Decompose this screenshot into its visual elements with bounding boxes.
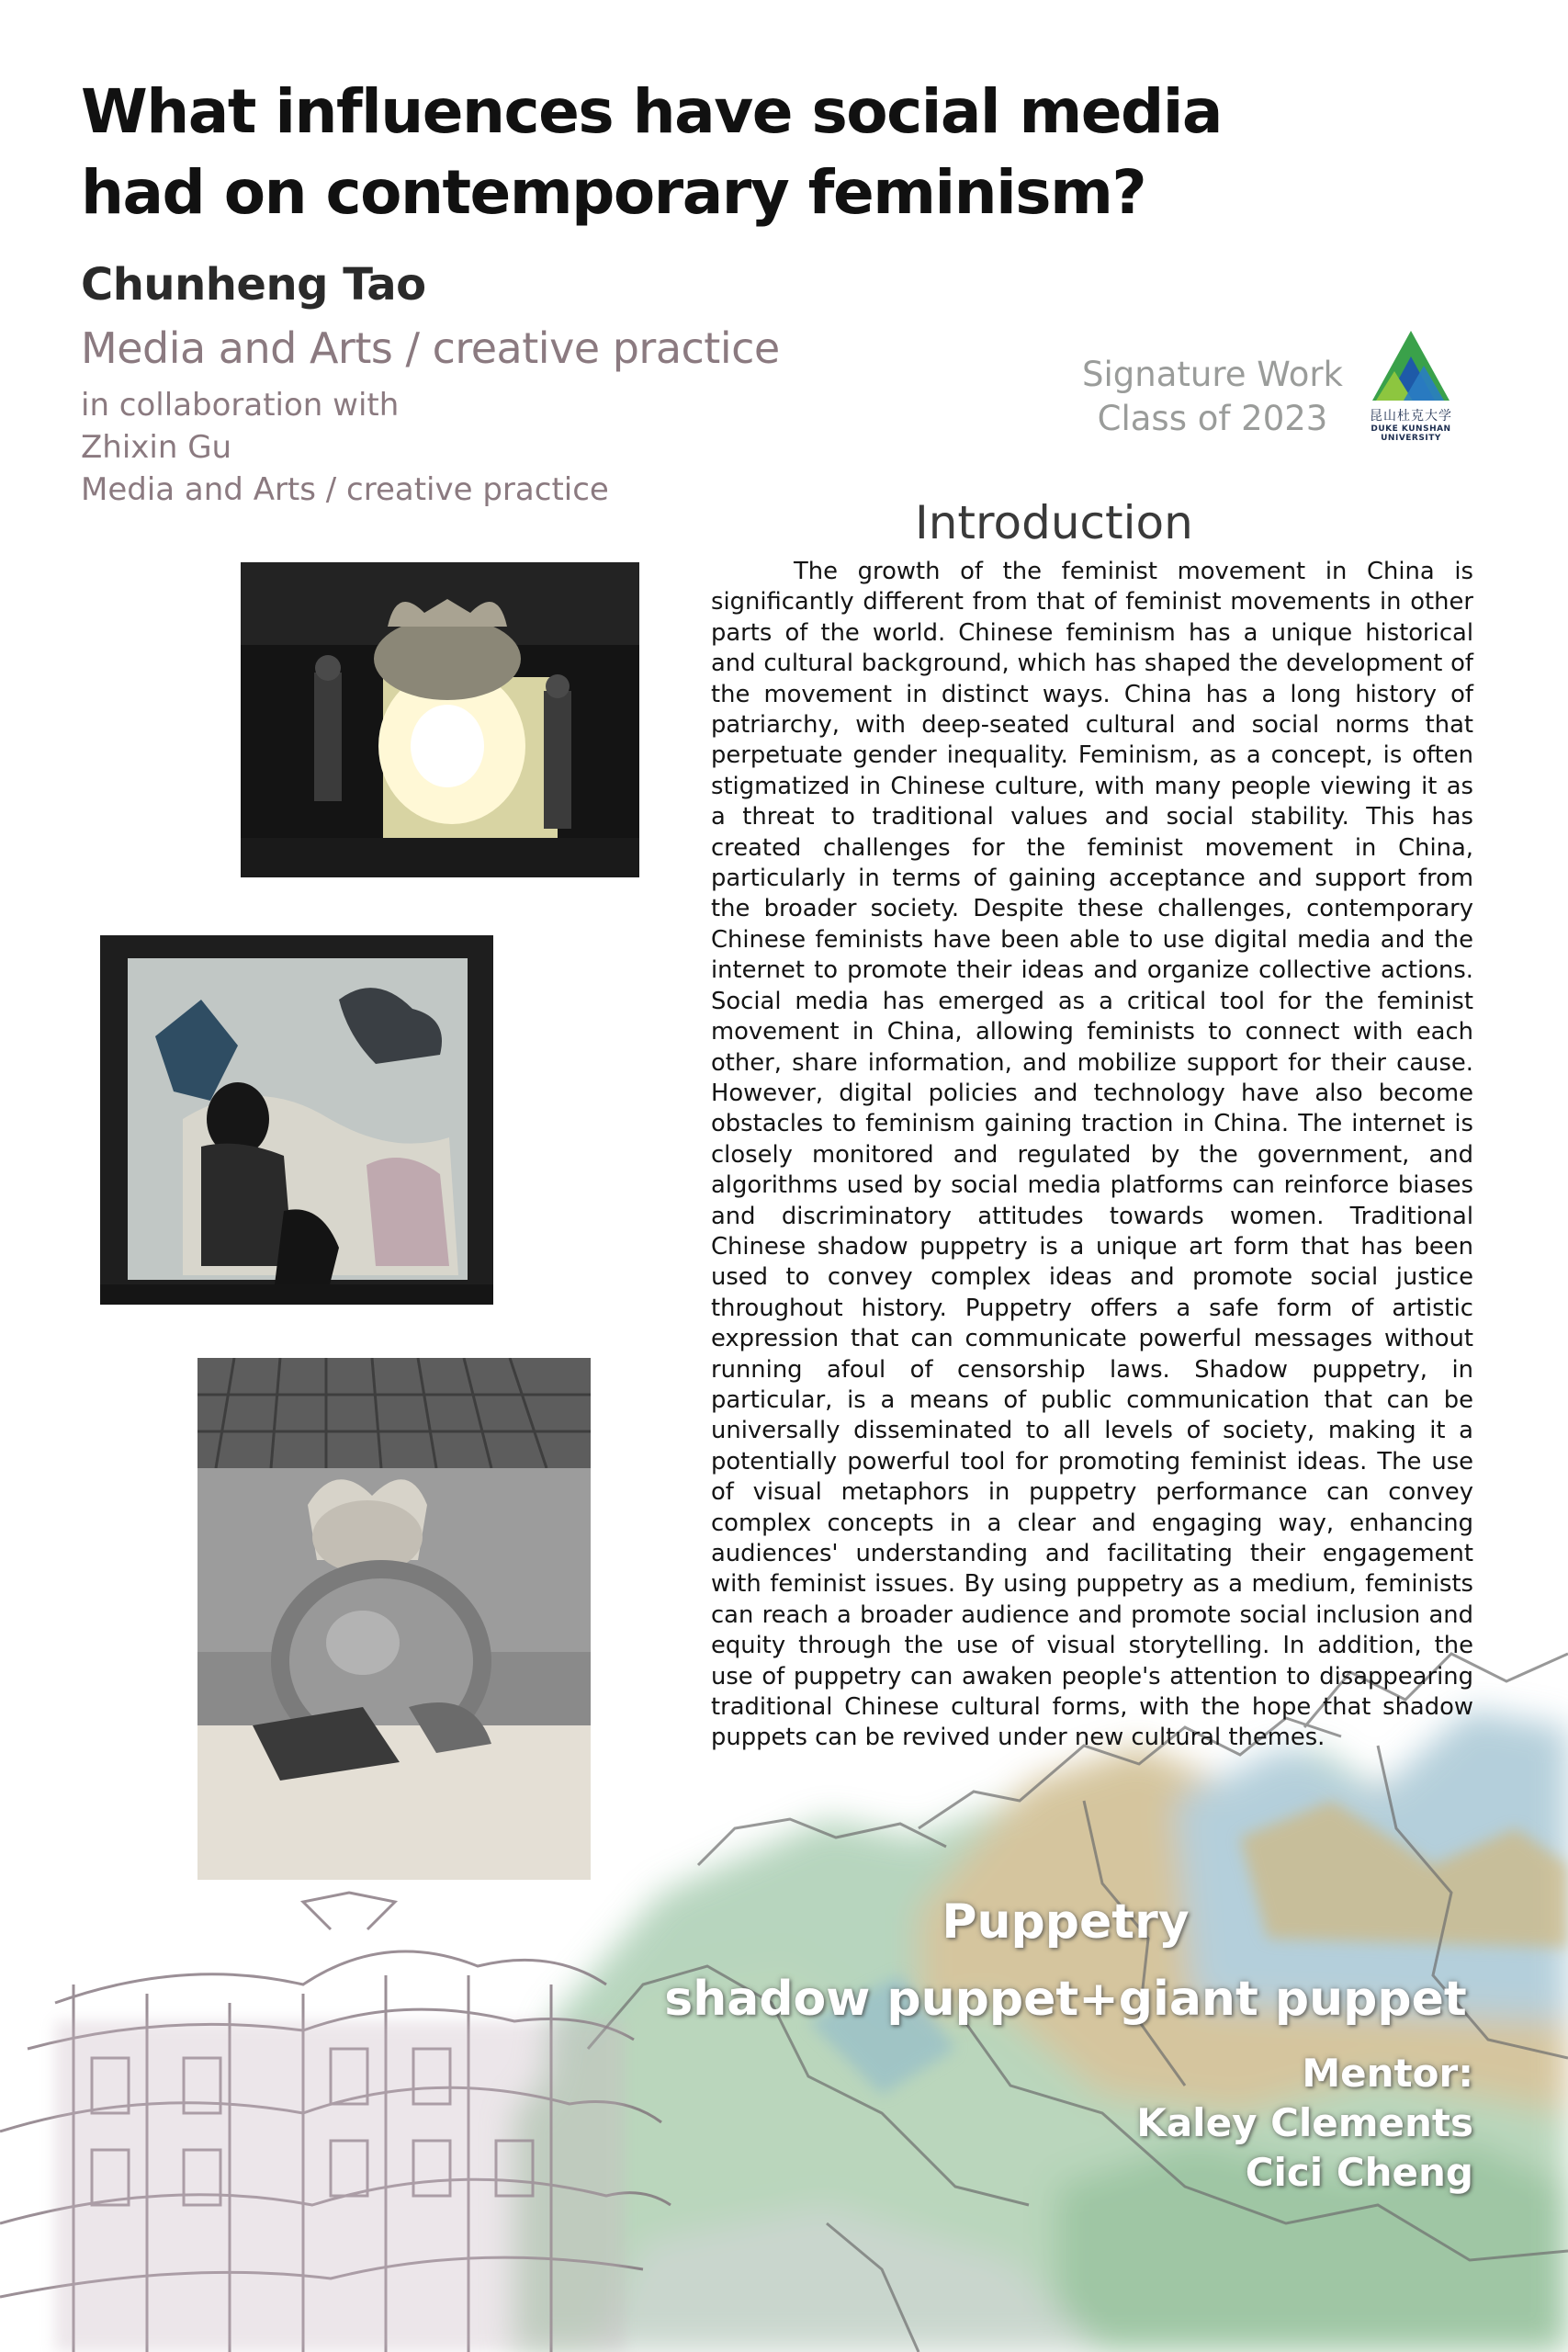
signature-line-2: Class of 2023 xyxy=(1097,399,1328,438)
mentor-block xyxy=(1029,2049,1473,2198)
photo-shadow-puppet-stage xyxy=(241,562,639,877)
poster-title xyxy=(81,72,1459,233)
introduction-text: The growth of the feminist movement in China is significantly different from that of feminist movements in other parts of the world. Chinese feminism has a unique historical and cultural background, which has shaped the development of the movement in distinct ways. China has a long history of patriarchy, with deep-seated cultural and social norms that perpetuate gender inequality. Feminism, as a concept, is often stigmatized in Chinese culture, with many people viewing it as a threat to traditional values and social stability. This has created challenges for the feminist movement in China, particularly in terms of gaining acceptance and support from the broader society. Despite these challenges, contemporary Chinese feminists have been able to use digital media and the internet to promote their ideas and organize collective actions. Social media has emerged as a critical tool for the feminist movement in China, allowing feminists to connect with each other, share information, and mobilize support for their cause. However, digital policies and technology have also become obstacles to feminism gaining traction in China. The internet is closely monitored and regulated by the government, and algorithms used by social media platforms can reinforce biases and discriminatory attitudes towards women. Traditional Chinese shadow puppetry is a unique art form that has been used to convey complex ideas and promote social justice throughout history. Puppetry offers a safe form of artistic expression that can communicate powerful messages without running afoul of censorship laws. Shadow puppetry, in particular, is a means of public communication that can be universally disseminated to all levels of society, making it a potentially powerful tool for promoting feminist ideas. The use of visual metaphors in puppetry performance can convey complex concepts in a clear and engaging way, enhancing audiences' understanding and facilitating their engagement with feminist issues. By using puppetry as a medium, feminists can reach a broader audience and promote social inclusion and equity through the use of visual storytelling. In addition, the use of puppetry can awaken people's attention to disappearing traditional Chinese cultural forms, with the hope that shadow puppets can be revived under new cultural themes. xyxy=(711,558,1473,1752)
dku-logo xyxy=(1367,329,1455,447)
collaboration-label: in collaboration with xyxy=(81,387,400,424)
logo-english-name xyxy=(1367,424,1455,443)
author-name: Chunheng Tao xyxy=(81,259,426,311)
introduction-heading: Introduction xyxy=(915,496,1193,549)
mentor-label: Mentor: xyxy=(1302,2051,1473,2096)
logo-english-line-2: UNIVERSITY xyxy=(1381,434,1441,443)
collaborator-name: Zhixin Gu xyxy=(81,429,232,466)
mentor-name: Kaley Clements xyxy=(1136,2100,1473,2145)
puppetry-title: Puppetry xyxy=(942,1894,1190,1950)
photo-giant-puppet xyxy=(197,1358,591,1880)
photo-narrator-with-microphone xyxy=(100,935,493,1305)
title-line-2: had on contemporary feminism? xyxy=(81,157,1146,228)
dku-mountain-icon xyxy=(1367,329,1455,406)
signature-line-1: Signature Work xyxy=(1082,355,1343,394)
logo-english-line-1: DUKE KUNSHAN xyxy=(1371,424,1451,434)
collaborator-department: Media and Arts / creative practice xyxy=(81,471,609,508)
title-line-1: What influences have social media xyxy=(81,76,1222,147)
puppetry-subtitle: shadow puppet+giant puppet xyxy=(664,1972,1467,2027)
author-department: Media and Arts / creative practice xyxy=(81,323,780,373)
mentor-name: Cici Cheng xyxy=(1245,2150,1473,2195)
collaboration-block xyxy=(81,384,609,511)
logo-chinese-name: 昆山杜克大学 xyxy=(1370,409,1452,424)
signature-work-label xyxy=(1066,353,1359,441)
puppetry-banner xyxy=(588,1883,1543,2038)
